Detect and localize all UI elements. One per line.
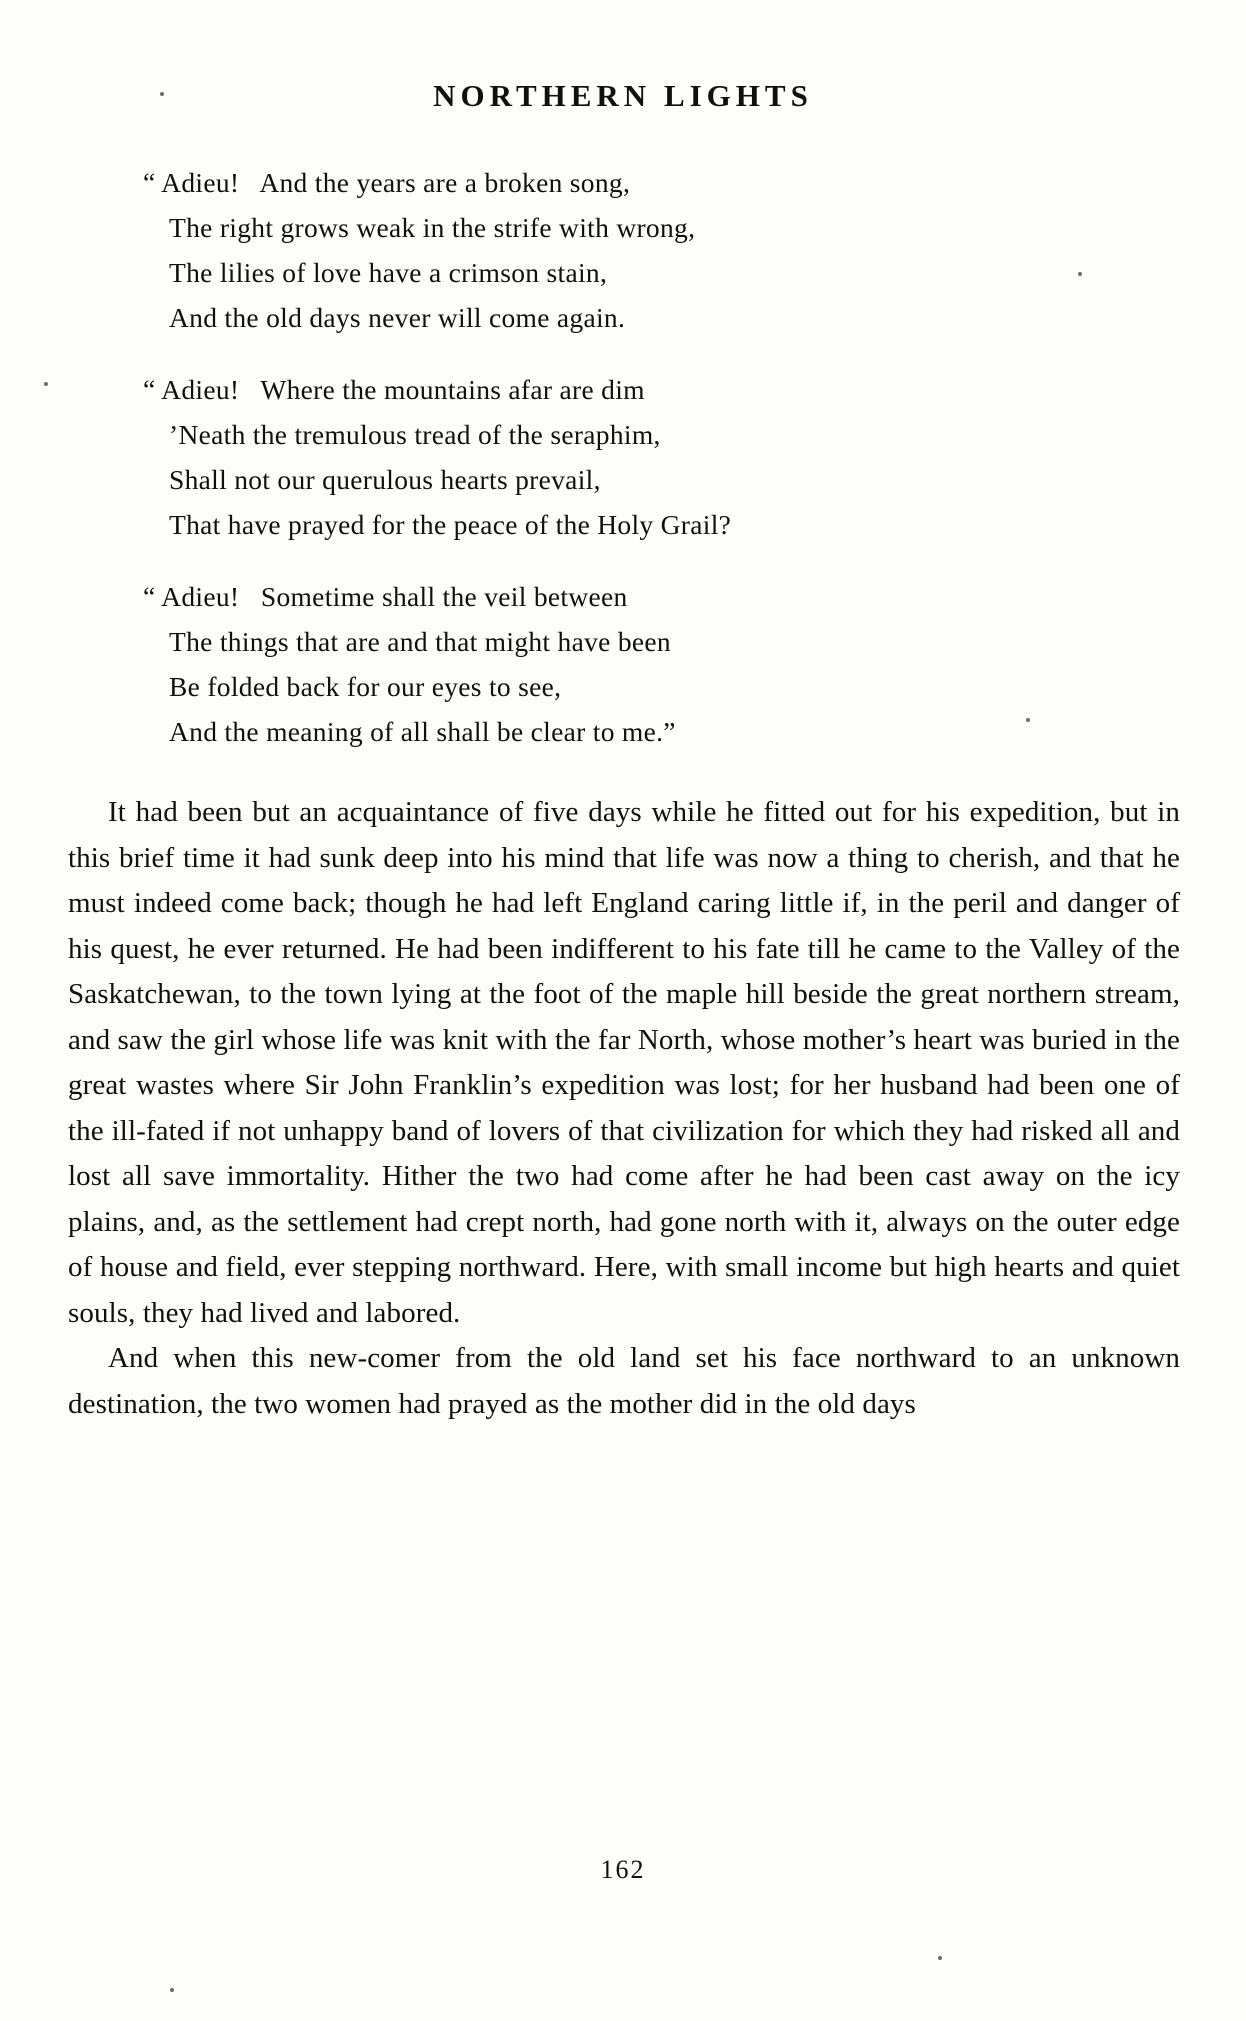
paper-speck bbox=[1078, 272, 1082, 276]
verse-line: Shall not our querulous hearts prevail, bbox=[169, 464, 601, 495]
verse-line: And the old days never will come again. bbox=[169, 302, 626, 333]
page-number: 162 bbox=[600, 1855, 646, 1884]
verse-line: “ Adieu! Where the mountains afar are dim bbox=[143, 374, 645, 405]
stanza bbox=[143, 367, 1133, 547]
verse-line: The right grows weak in the strife with wrong, bbox=[169, 212, 696, 243]
verse-line: And the meaning of all shall be clear to me.” bbox=[169, 716, 676, 747]
paper-speck bbox=[170, 1988, 174, 1992]
paragraph: And when this new-comer from the old land set his face northward to an unknown destination, the two women had prayed as the mother did in the old days bbox=[68, 1342, 1180, 1420]
paper-speck bbox=[160, 92, 164, 96]
verse-line: The things that are and that might have been bbox=[169, 626, 671, 657]
verse-line: That have prayed for the peace of the Holy Grail? bbox=[169, 509, 732, 540]
verse-line: “ Adieu! Sometime shall the veil between bbox=[143, 581, 628, 612]
paper-speck bbox=[938, 1956, 942, 1960]
paragraph: It had been but an acquaintance of five days while he fitted out for his expedition, but in this brief time it had sunk deep into his mind that life was now a thing to cherish, and that he must indeed come back; though he had left England caring little if, in the peril and danger of his quest, he ever returned. He had been indifferent to his fate till he came to the Valley of the Saskatchewan, to the town lying at the foot of the maple hill beside the great northern stream, and saw the girl whose life was knit with the far North, whose mother’s heart was buried in the great wastes where Sir John Franklin’s expedition was lost; for her husband had been one of the ill-fated if not unhappy band of lovers of that civilization for which they had risked all and lost all save immortality. Hither the two had come after he had been cast away on the icy plains, and, as the settlement had crept north, had gone north with it, always on the outer edge of house and field, ever stepping northward. Here, with small income but high hearts and quiet souls, they had lived and labored. bbox=[68, 796, 1180, 1329]
paper-speck bbox=[1026, 718, 1030, 722]
verse-line: ’Neath the tremulous tread of the seraphim, bbox=[169, 419, 661, 450]
poem bbox=[143, 160, 1133, 781]
body-text bbox=[68, 790, 1180, 1427]
verse-line: “ Adieu! And the years are a broken song, bbox=[143, 167, 631, 198]
paper-speck bbox=[44, 382, 48, 386]
running-head: NORTHERN LIGHTS bbox=[433, 78, 813, 113]
stanza bbox=[143, 574, 1133, 754]
stanza bbox=[143, 160, 1133, 340]
verse-line: The lilies of love have a crimson stain, bbox=[169, 257, 608, 288]
verse-line: Be folded back for our eyes to see, bbox=[169, 671, 562, 702]
